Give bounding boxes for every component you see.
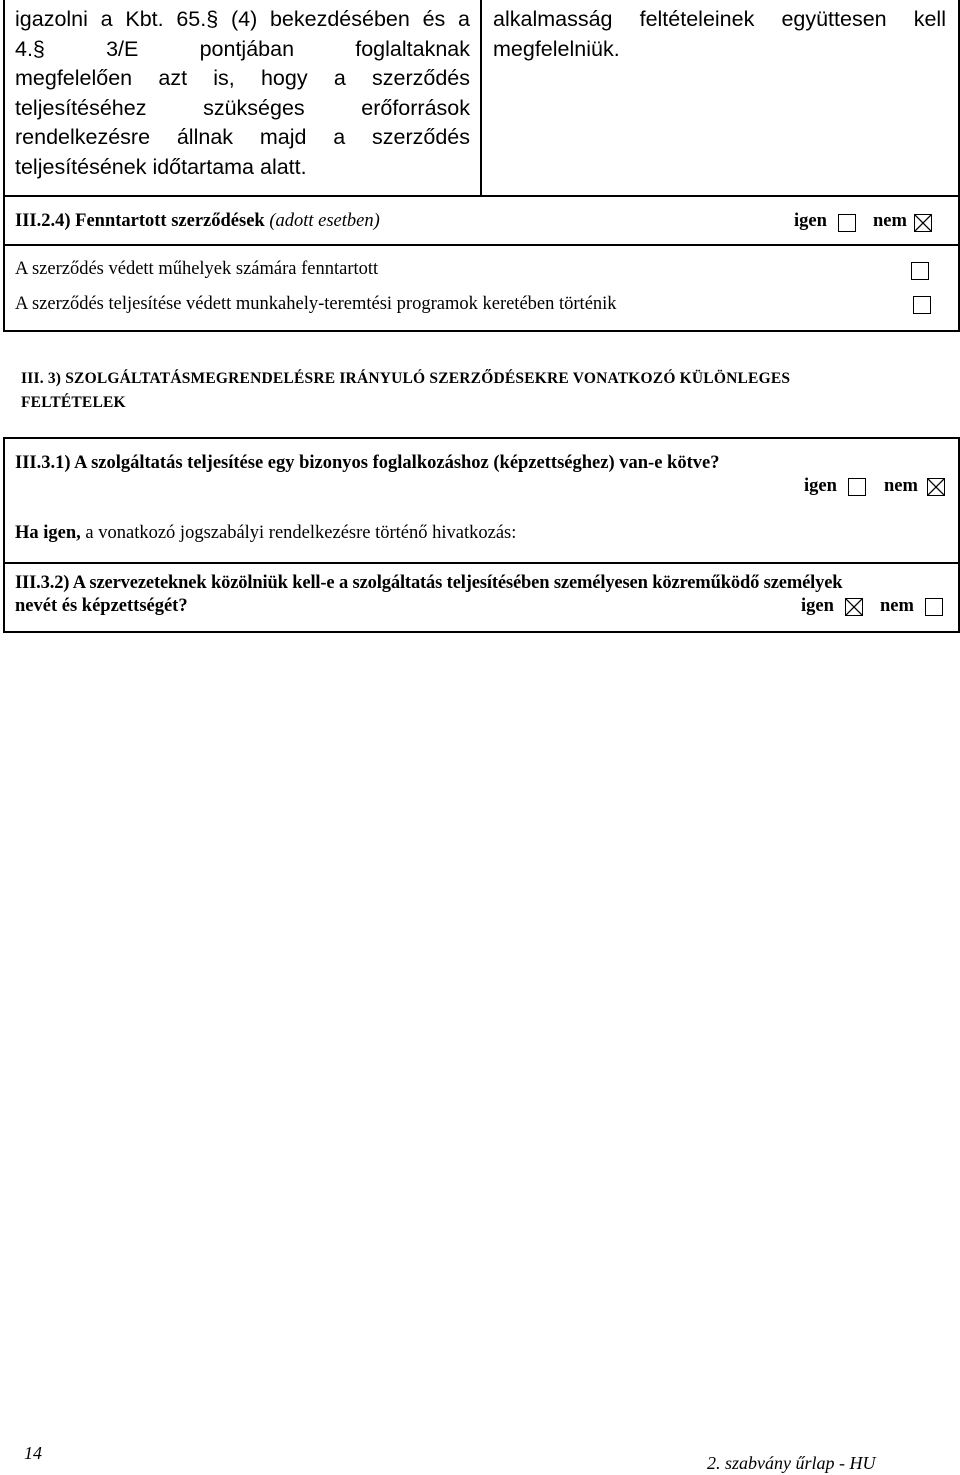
section-number: III.2.4) [15,211,71,231]
followup-text: a vonatkozó jogszabályi rendelkezésre történő hivatkozás: [85,523,517,543]
sheltered-employment-checkbox[interactable] [913,296,931,314]
section-3-3-heading-line-1: III. 3) SZOLGÁLTATÁSMEGRENDELÉSRE IRÁNYULÓ SZERZŐDÉSEKRE VONATKOZÓ KÜLÖNLEGES [21,370,791,387]
form-name: 2. szabvány űrlap - HU [707,1453,876,1473]
text-line: teljesítéséhez szükséges erőforrások [15,95,470,120]
reserved-workshops-label: A szerződés védett műhelyek számára fenntartott [15,259,379,279]
top-table-left-cell [15,5,470,183]
top-table-right-cell [493,5,946,64]
nem-checkbox[interactable] [927,478,945,496]
nem-checkbox[interactable] [914,214,932,232]
text-line: megfelelniük. [493,36,620,61]
page-number: 14 [24,1443,42,1463]
reserved-workshops-checkbox[interactable] [911,262,929,280]
section-3-3-1-question: III.3.1) A szolgáltatás teljesítése egy bizonyos foglalkozáshoz (képzettséghez) van-e kötve? [15,453,720,473]
section-divider [5,244,958,246]
nem-label: nem [884,476,918,496]
section-3-3-2-question-line-1: III.3.2) A szervezeteknek közölniük kell-e a szolgáltatás teljesítésében személyesen közreműködő személyek [15,573,843,593]
nem-checkbox[interactable] [925,598,943,616]
text-line: teljesítésének időtartama alatt. [15,154,307,179]
text-line: igazolni a Kbt. 65.§ (4) bekezdésében és a [15,7,470,31]
x-mark-icon [915,215,931,231]
igen-checkbox[interactable] [838,214,856,232]
x-mark-icon [928,479,944,495]
text-line: megfelelően azt is, hogy a szerződés [15,66,470,91]
top-table-divider [480,0,482,196]
section-3-3-2-question-line-2: nevét és képzettségét? [15,596,188,616]
section-title: Fenntartott szerződések [75,211,265,231]
igen-label: igen [801,596,834,616]
igen-label: igen [804,476,837,496]
igen-checkbox[interactable] [848,478,866,496]
igen-label: igen [794,211,827,231]
section-3-3-1-followup [15,523,516,544]
section-divider [5,562,958,564]
followup-bold: Ha igen, [15,523,81,543]
section-3-2-4-title [15,211,380,232]
sheltered-employment-label: A szerződés teljesítése védett munkahely-teremtési programok keretében történik [15,294,617,314]
nem-label: nem [880,596,914,616]
igen-checkbox[interactable] [845,598,863,616]
text-line: alkalmasság feltételeinek együttesen kell [493,7,946,31]
section-note: (adott esetben) [269,211,380,231]
text-line: 4.§ 3/E pontjában foglaltaknak [15,36,470,61]
section-3-3-heading-line-2: FELTÉTELEK [21,394,126,411]
nem-label: nem [873,211,907,231]
text-line: rendelkezésre állnak majd a szerződés [15,125,470,150]
x-mark-icon [846,599,862,615]
